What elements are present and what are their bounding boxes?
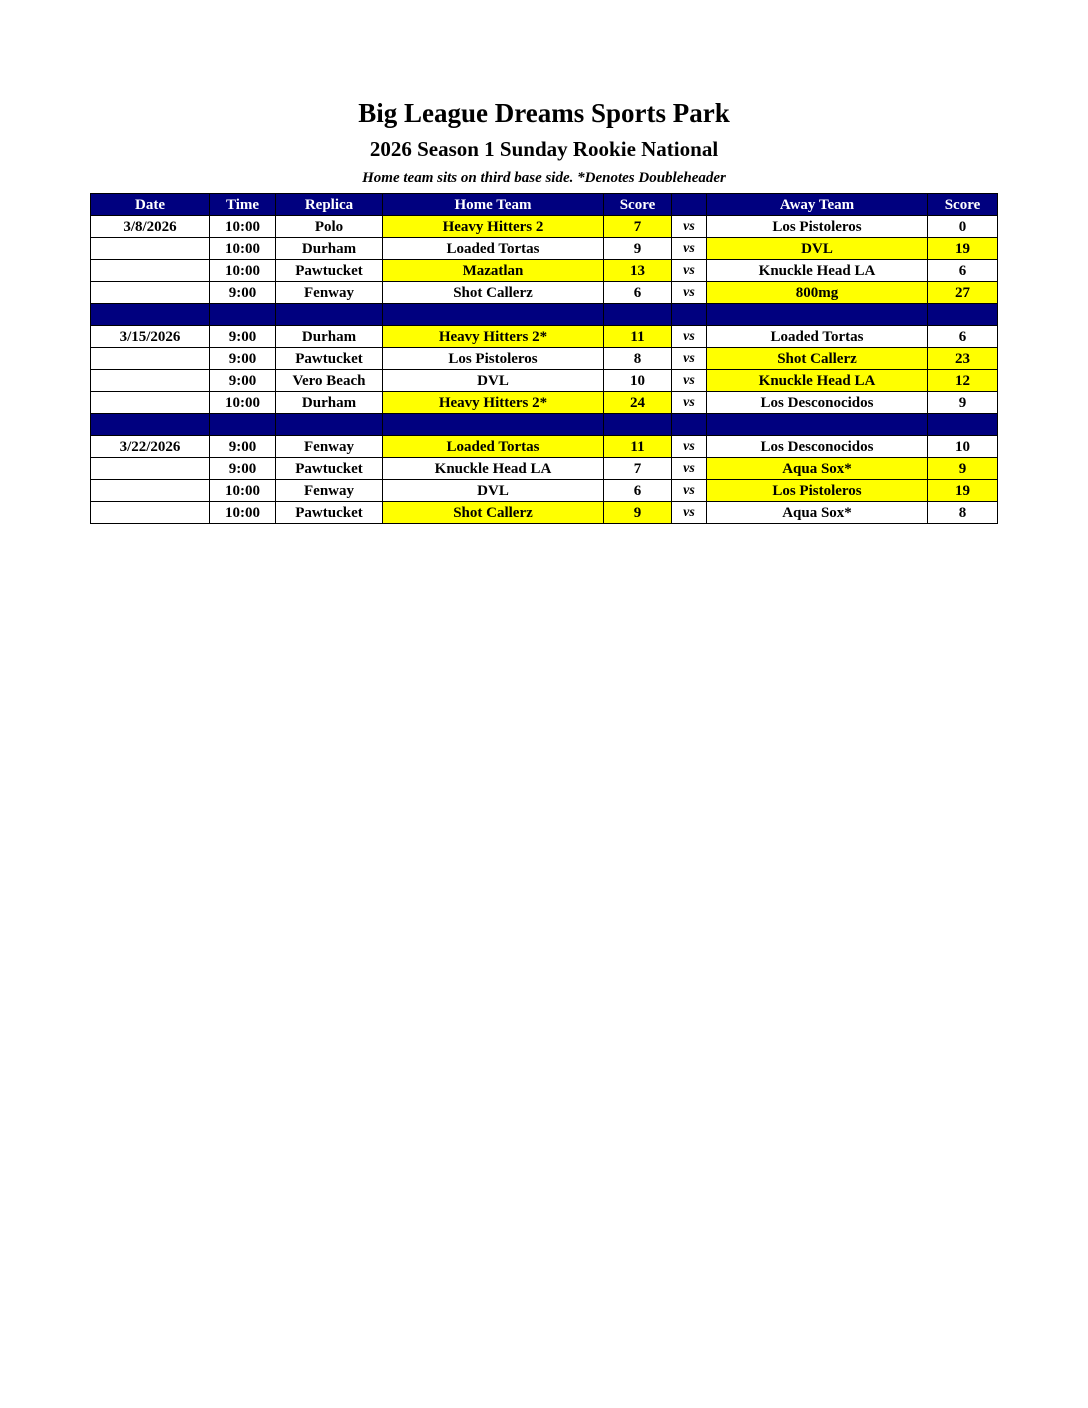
time-cell: 10:00 (210, 502, 276, 524)
away-score-cell: 10 (928, 436, 998, 458)
time-cell: 9:00 (210, 282, 276, 304)
replica-cell: Fenway (276, 282, 383, 304)
date-cell (91, 502, 210, 524)
away-score-cell: 8 (928, 502, 998, 524)
date-cell: 3/8/2026 (91, 216, 210, 238)
away-score-cell: 23 (928, 348, 998, 370)
away-team-cell: Los Desconocidos (707, 392, 928, 414)
replica-cell: Durham (276, 392, 383, 414)
separator-cell (210, 304, 276, 326)
separator-cell (672, 414, 707, 436)
date-cell (91, 370, 210, 392)
date-cell (91, 238, 210, 260)
separator-cell (604, 304, 672, 326)
separator-cell (604, 414, 672, 436)
away-team-cell: Aqua Sox* (707, 502, 928, 524)
column-header-home-team: Home Team (383, 194, 604, 216)
vs-cell: vs (672, 326, 707, 348)
separator-cell (210, 414, 276, 436)
schedule-note: Home team sits on third base side. *Denotes Doubleheader (362, 170, 726, 186)
time-cell: 10:00 (210, 392, 276, 414)
vs-cell: vs (672, 260, 707, 282)
home-team-cell: DVL (383, 370, 604, 392)
table-row (91, 480, 998, 502)
replica-cell: Pawtucket (276, 458, 383, 480)
schedule-table (90, 193, 998, 524)
separator-cell (707, 304, 928, 326)
replica-cell: Vero Beach (276, 370, 383, 392)
column-header-vs (672, 194, 707, 216)
date-cell: 3/22/2026 (91, 436, 210, 458)
table-row (91, 326, 998, 348)
replica-cell: Pawtucket (276, 502, 383, 524)
column-header-away-score: Score (928, 194, 998, 216)
away-score-cell: 0 (928, 216, 998, 238)
home-score-cell: 9 (604, 238, 672, 260)
away-score-cell: 27 (928, 282, 998, 304)
table-row (91, 392, 998, 414)
home-score-cell: 8 (604, 348, 672, 370)
table-row (91, 260, 998, 282)
home-score-cell: 13 (604, 260, 672, 282)
time-cell: 9:00 (210, 458, 276, 480)
vs-cell: vs (672, 348, 707, 370)
replica-cell: Fenway (276, 436, 383, 458)
replica-cell: Pawtucket (276, 348, 383, 370)
away-team-cell: 800mg (707, 282, 928, 304)
home-team-cell: Heavy Hitters 2* (383, 392, 604, 414)
column-header-replica: Replica (276, 194, 383, 216)
page-subtitle: 2026 Season 1 Sunday Rookie National (369, 137, 719, 161)
away-team-cell: DVL (707, 238, 928, 260)
away-team-cell: Los Pistoleros (707, 216, 928, 238)
replica-cell: Durham (276, 326, 383, 348)
away-score-cell: 6 (928, 260, 998, 282)
separator-cell (928, 414, 998, 436)
home-score-cell: 9 (604, 502, 672, 524)
away-score-cell: 12 (928, 370, 998, 392)
away-team-cell: Los Desconocidos (707, 436, 928, 458)
separator-cell (276, 304, 383, 326)
table-row (91, 216, 998, 238)
date-cell (91, 348, 210, 370)
time-cell: 10:00 (210, 216, 276, 238)
separator-cell (91, 304, 210, 326)
away-team-cell: Shot Callerz (707, 348, 928, 370)
away-team-cell: Los Pistoleros (707, 480, 928, 502)
table-row (91, 348, 998, 370)
vs-cell: vs (672, 436, 707, 458)
home-score-cell: 7 (604, 458, 672, 480)
away-team-cell: Knuckle Head LA (707, 370, 928, 392)
date-cell (91, 282, 210, 304)
home-score-cell: 6 (604, 282, 672, 304)
away-team-cell: Loaded Tortas (707, 326, 928, 348)
home-team-cell: Loaded Tortas (383, 238, 604, 260)
table-row (91, 238, 998, 260)
separator-cell (91, 414, 210, 436)
away-team-cell: Knuckle Head LA (707, 260, 928, 282)
replica-cell: Polo (276, 216, 383, 238)
table-row (91, 370, 998, 392)
page-title: Big League Dreams Sports Park (358, 98, 730, 128)
home-team-cell: Shot Callerz (383, 502, 604, 524)
vs-cell: vs (672, 238, 707, 260)
vs-cell: vs (672, 392, 707, 414)
vs-cell: vs (672, 458, 707, 480)
home-team-cell: DVL (383, 480, 604, 502)
time-cell: 9:00 (210, 348, 276, 370)
vs-cell: vs (672, 216, 707, 238)
table-row (91, 282, 998, 304)
vs-cell: vs (672, 480, 707, 502)
replica-cell: Fenway (276, 480, 383, 502)
week-separator-row (91, 414, 998, 436)
date-cell (91, 480, 210, 502)
replica-cell: Durham (276, 238, 383, 260)
time-cell: 9:00 (210, 370, 276, 392)
home-team-cell: Mazatlan (383, 260, 604, 282)
home-score-cell: 24 (604, 392, 672, 414)
away-score-cell: 19 (928, 480, 998, 502)
away-team-cell: Aqua Sox* (707, 458, 928, 480)
vs-cell: vs (672, 370, 707, 392)
column-header-away-team: Away Team (707, 194, 928, 216)
table-row (91, 436, 998, 458)
date-cell: 3/15/2026 (91, 326, 210, 348)
time-cell: 10:00 (210, 480, 276, 502)
time-cell: 9:00 (210, 436, 276, 458)
column-header-date: Date (91, 194, 210, 216)
date-cell (91, 458, 210, 480)
separator-cell (672, 304, 707, 326)
home-team-cell: Heavy Hitters 2 (383, 216, 604, 238)
time-cell: 10:00 (210, 238, 276, 260)
home-team-cell: Knuckle Head LA (383, 458, 604, 480)
home-team-cell: Los Pistoleros (383, 348, 604, 370)
home-score-cell: 10 (604, 370, 672, 392)
separator-cell (276, 414, 383, 436)
home-score-cell: 11 (604, 326, 672, 348)
table-row (91, 458, 998, 480)
date-cell (91, 260, 210, 282)
table-header-row (91, 194, 998, 216)
home-team-cell: Loaded Tortas (383, 436, 604, 458)
home-score-cell: 11 (604, 436, 672, 458)
table-row (91, 502, 998, 524)
replica-cell: Pawtucket (276, 260, 383, 282)
separator-cell (928, 304, 998, 326)
home-team-cell: Heavy Hitters 2* (383, 326, 604, 348)
column-header-home-score: Score (604, 194, 672, 216)
separator-cell (707, 414, 928, 436)
vs-cell: vs (672, 502, 707, 524)
separator-cell (383, 304, 604, 326)
home-score-cell: 6 (604, 480, 672, 502)
separator-cell (383, 414, 604, 436)
vs-cell: vs (672, 282, 707, 304)
date-cell (91, 392, 210, 414)
home-score-cell: 7 (604, 216, 672, 238)
time-cell: 9:00 (210, 326, 276, 348)
away-score-cell: 6 (928, 326, 998, 348)
away-score-cell: 9 (928, 458, 998, 480)
home-team-cell: Shot Callerz (383, 282, 604, 304)
column-header-time: Time (210, 194, 276, 216)
week-separator-row (91, 304, 998, 326)
time-cell: 10:00 (210, 260, 276, 282)
away-score-cell: 19 (928, 238, 998, 260)
away-score-cell: 9 (928, 392, 998, 414)
